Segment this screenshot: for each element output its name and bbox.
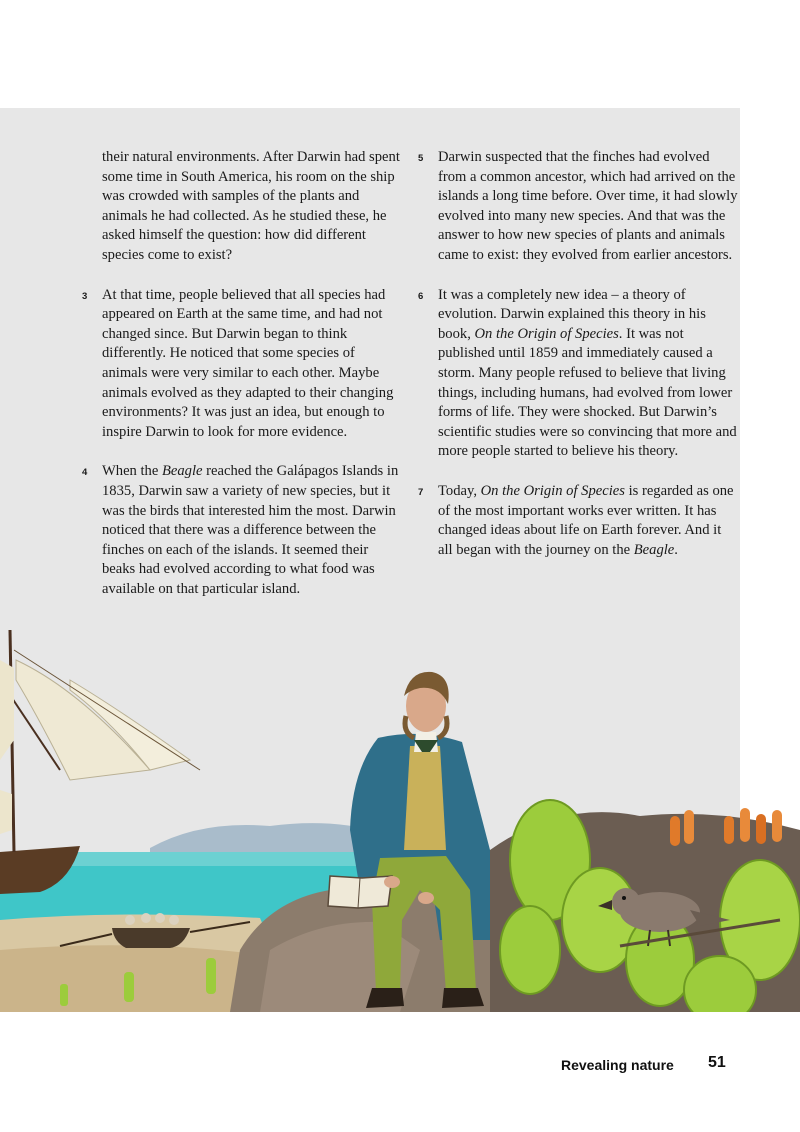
darwin-galapagos-illustration	[0, 620, 800, 1012]
paragraph-number: 6	[418, 290, 424, 302]
page-number: 51	[708, 1054, 726, 1071]
paragraph-number: 3	[82, 290, 88, 302]
paragraph-6	[418, 286, 738, 462]
left-text-column	[82, 148, 402, 619]
paragraph-7	[418, 482, 738, 560]
paragraph-number: 7	[418, 486, 424, 498]
paragraph-number: 5	[418, 153, 424, 164]
paragraph-3	[82, 286, 402, 443]
paragraph-text: is regarded as one of the most important works ever written. It has changed ideas about life on Earth forever. And it all began with the journey on the	[438, 482, 734, 558]
orange-cacti	[670, 808, 782, 846]
footer-section-title: Revealing nature	[561, 1057, 674, 1073]
paragraph-5	[418, 148, 738, 266]
ship-name: Beagle	[633, 541, 675, 558]
paragraph-4	[82, 462, 402, 599]
ship-name: Beagle	[161, 463, 203, 480]
paragraph-number: 4	[82, 467, 88, 479]
paragraph-continued: their natural environments. After Darwin had spent some time in South America, his room on the ship was crowded with samples of the plants and animals he had collected. As he studied these, he asked himself the question: how did different species come to exist?	[102, 149, 400, 263]
book-title: On the Origin of Species	[474, 325, 619, 342]
paragraph-text: reached the Galápagos Islands in 1835, Darwin saw a variety of new species, but it was the birds that interested him the most. Darwin noticed that there was a difference between the finches on each of the islands. It seemed their beaks had evolved according to what food was available on that particular island.	[102, 463, 399, 597]
paragraph-text: When the	[102, 463, 162, 480]
paragraph-text: At that time, people believed that all species had appeared on Earth at the same time, and had not changed since. But Darwin began to think differently. He noticed that some species of animals were very similar to each other. Maybe animals evolved as they adapted to their changing environments? It was just an idea, but enough to inspire Darwin to look for more evidence.	[102, 286, 394, 440]
book-title: On the Origin of Species	[480, 482, 625, 499]
right-text-column	[418, 148, 738, 580]
paragraph-text: It was a completely new idea – a theory of evolution. Darwin explained this theory in his book,	[438, 286, 706, 342]
paragraph-text: . It was not published until 1859 and immediately caused a storm. Many people refused to believe that living things, including humans, had evolved from lower forms of life. They were shocked. But Darwin’s scientific studies were so convincing that more and more people started to believe his theory.	[438, 325, 737, 460]
paragraph-text: Today,	[438, 482, 481, 499]
paragraph-text: .	[674, 541, 678, 558]
paragraph-text: Darwin suspected that the finches had evolved from a common ancestor, which had arrived on the islands a long time before. Over time, it had slowly evolved into many new species. And that was the answer to how new species of plants and animals came to exist: they evolved from earlier ancestors.	[438, 149, 738, 263]
